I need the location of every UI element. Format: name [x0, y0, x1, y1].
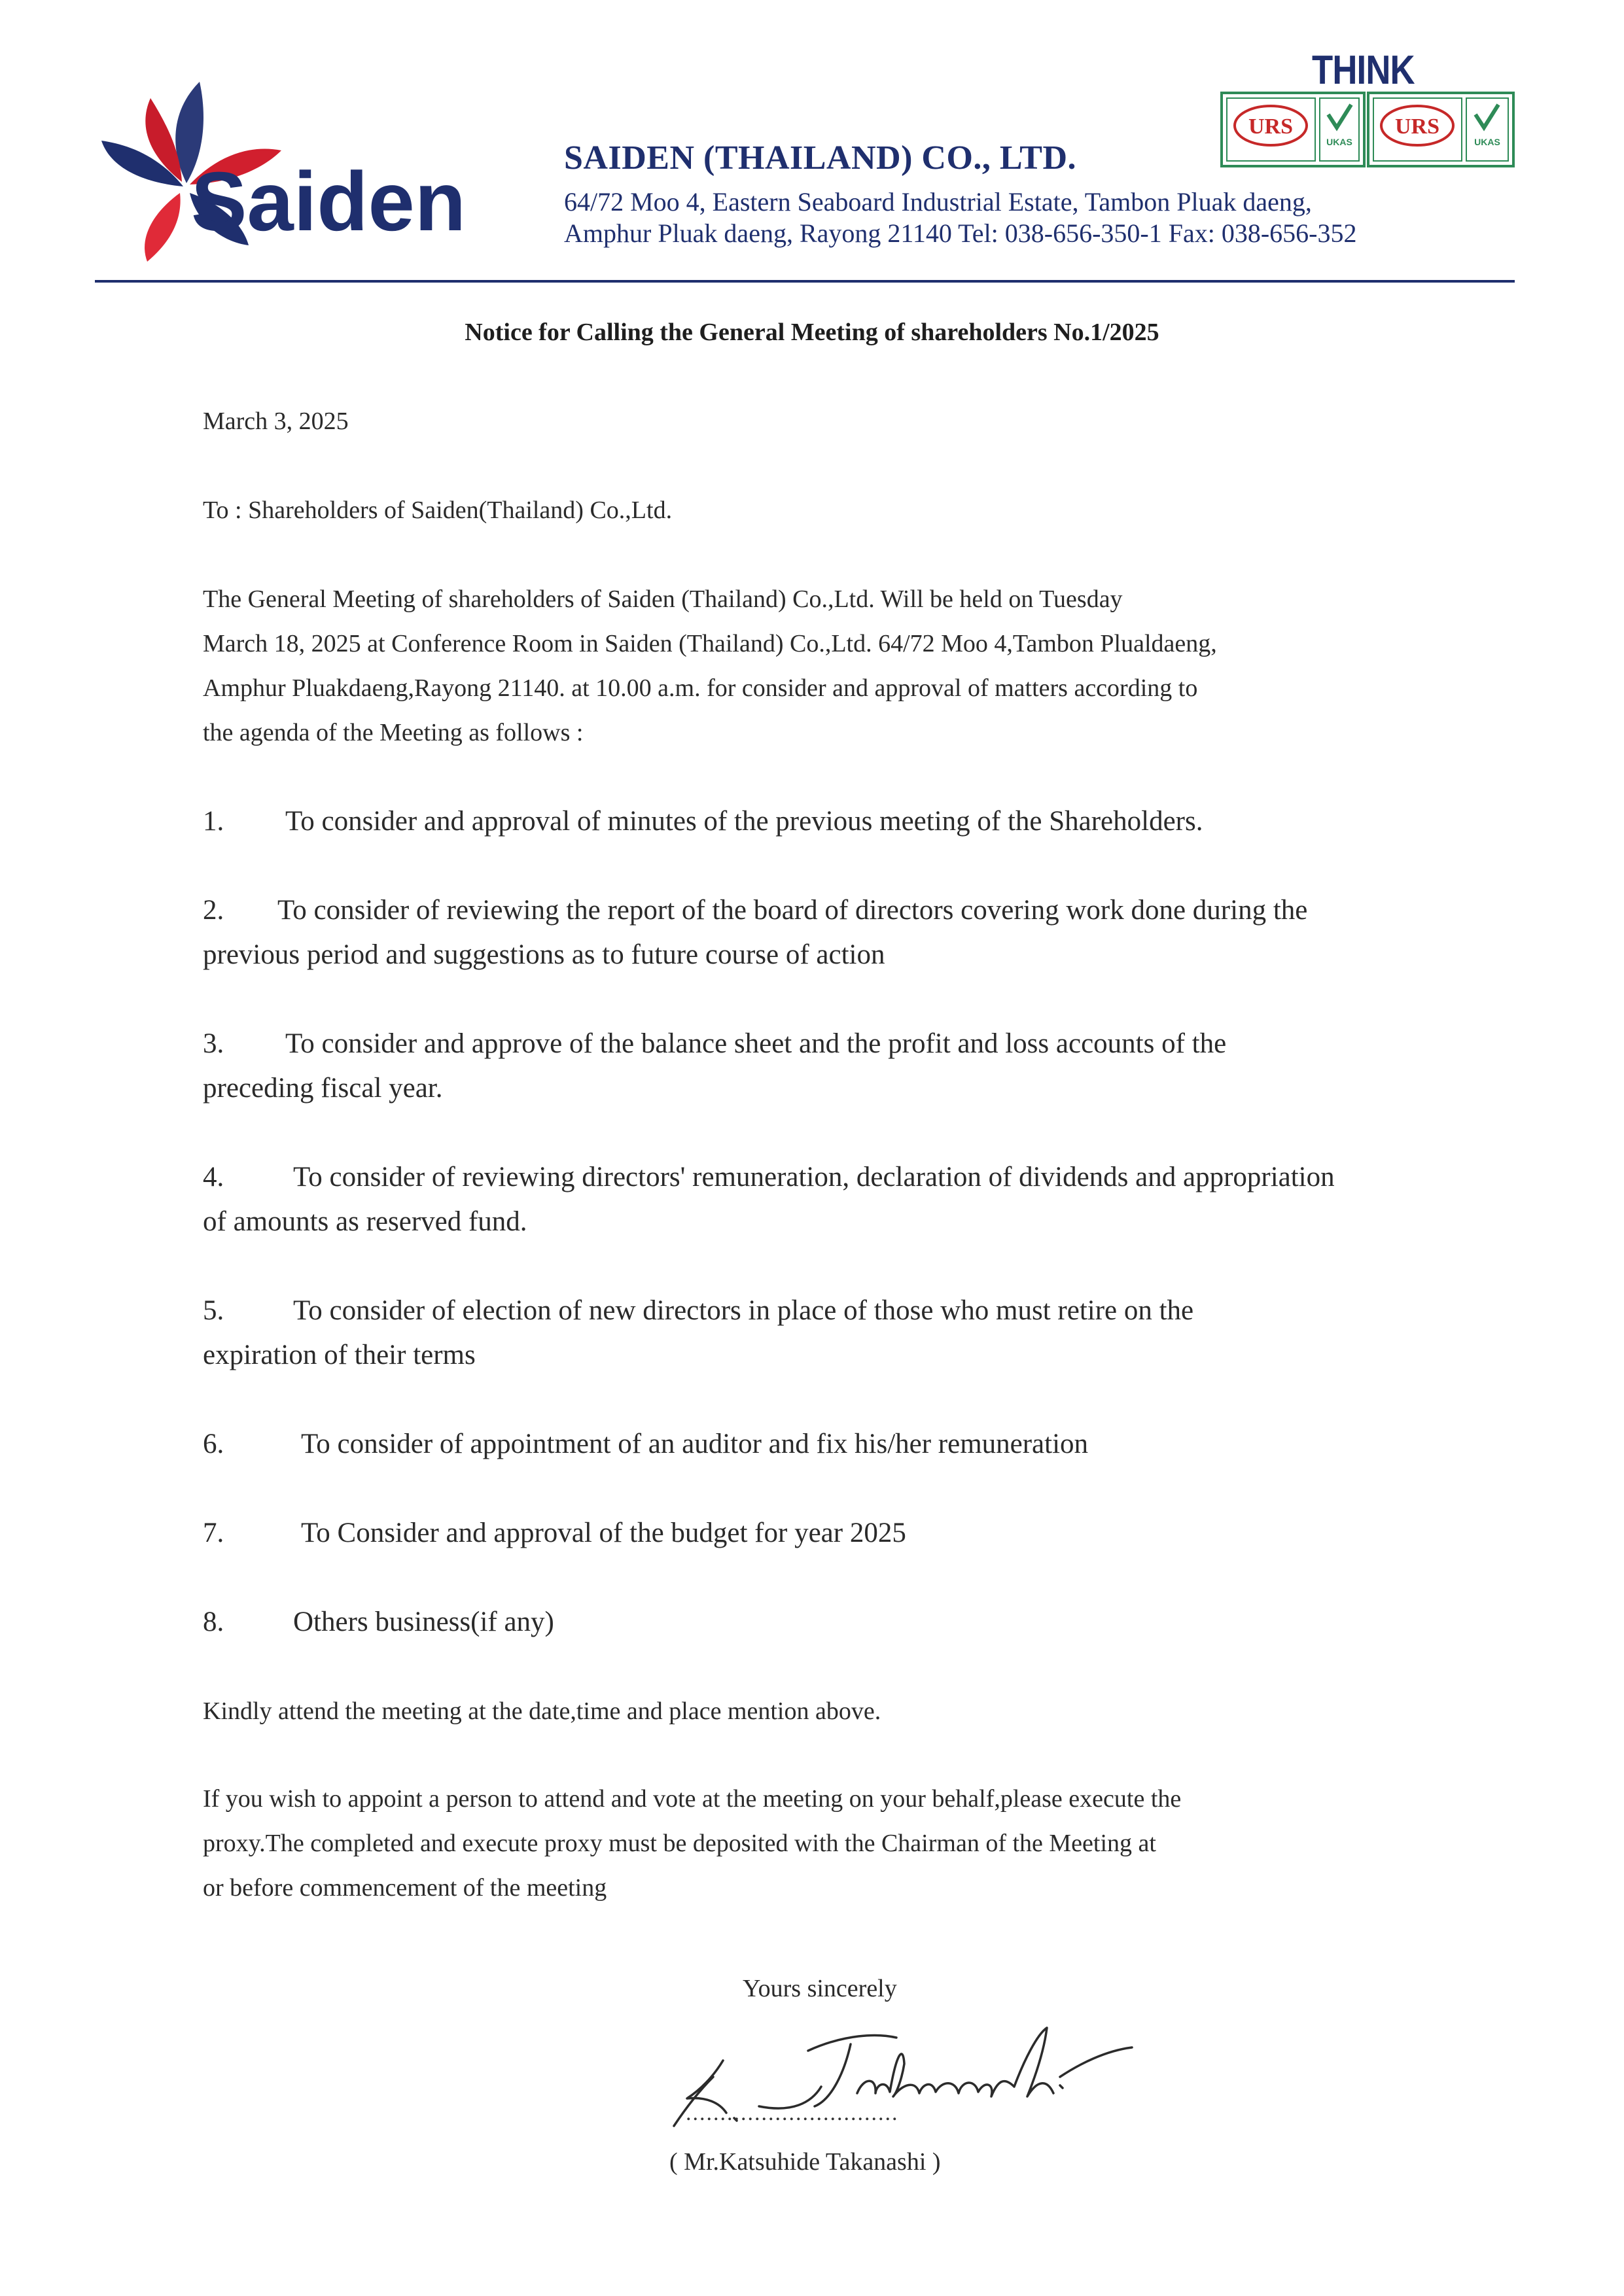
- agenda-text-continued: previous period and suggestions as to future course of action: [203, 939, 885, 970]
- agenda-number: 7.: [203, 1518, 224, 1548]
- agenda-item-2: [203, 888, 1307, 977]
- agenda-text: To consider of election of new directors in place of those who must retire on the: [293, 1295, 1194, 1326]
- agenda-number: 5.: [203, 1295, 224, 1326]
- agenda-number: 3.: [203, 1028, 224, 1059]
- think-label: THINK: [1312, 48, 1415, 93]
- agenda-text: To Consider and approval of the budget for year 2025: [301, 1518, 906, 1548]
- agenda-text-continued: preceding fiscal year.: [203, 1073, 443, 1104]
- ukas-check-icon-2: [1475, 105, 1498, 128]
- logo-wordmark: Saiden: [191, 155, 466, 249]
- agenda-text: To consider and approval of minutes of the previous meeting of the Shareholders.: [285, 806, 1203, 837]
- intro-line: March 18, 2025 at Conference Room in Saiden (Thailand) Co.,Ltd. 64/72 Moo 4,Tambon Plualdaeng,: [203, 630, 1217, 657]
- urs-label-2: URS: [1394, 114, 1440, 139]
- letterhead-divider: [95, 280, 1515, 283]
- agenda-item-3: [203, 1022, 1226, 1111]
- intro-line: The General Meeting of shareholders of Saiden (Thailand) Co.,Ltd. Will be held on Tuesday: [203, 585, 1123, 613]
- agenda-text: To consider of appointment of an auditor and fix his/her remuneration: [301, 1429, 1089, 1459]
- intro-line: Amphur Pluakdaeng,Rayong 21140. at 10.00 a.m. for consider and approval of matters according to: [203, 674, 1198, 702]
- agenda-text: To consider of reviewing directors' remuneration, declaration of dividends and appropriation: [293, 1162, 1335, 1192]
- notice-title: Notice for Calling the General Meeting of shareholders No.1/2025: [465, 319, 1159, 346]
- agenda-text-continued: expiration of their terms: [203, 1340, 476, 1370]
- company-address-line-1: 64/72 Moo 4, Eastern Seaboard Industrial Estate, Tambon Pluak daeng,: [564, 187, 1312, 217]
- agenda-item-6: [203, 1422, 1088, 1467]
- certification-badges: [1220, 92, 1515, 170]
- agenda-item-7: [203, 1511, 906, 1556]
- ukas-check-icon-1: [1328, 105, 1351, 128]
- notice-addressee: To : Shareholders of Saiden(Thailand) Co.,Ltd.: [203, 496, 673, 524]
- intro-paragraph: [203, 577, 1217, 755]
- logo-petal-red-left: [145, 193, 181, 262]
- agenda-item-8: [203, 1600, 554, 1644]
- notice-date: March 3, 2025: [203, 408, 349, 435]
- agenda-text: To consider of reviewing the report of the board of directors covering work done during the: [277, 895, 1308, 926]
- agenda-number: 2.: [203, 895, 224, 926]
- agenda-item-4: [203, 1155, 1335, 1244]
- agenda-text: To consider and approve of the balance sheet and the profit and loss accounts of the: [285, 1028, 1227, 1059]
- agenda-number: 6.: [203, 1429, 224, 1459]
- saiden-logo: [85, 72, 478, 275]
- company-name: SAIDEN (THAILAND) CO., LTD.: [564, 139, 1077, 177]
- ukas-label-2: UKAS: [1474, 137, 1500, 147]
- proxy-line: proxy.The completed and execute proxy must be deposited with the Chairman of the Meeting at: [203, 1830, 1156, 1857]
- agenda-number: 1.: [203, 806, 224, 837]
- attend-line: Kindly attend the meeting at the date,time and place mention above.: [203, 1697, 881, 1725]
- closing-sincerely: Yours sincerely: [743, 1975, 897, 2002]
- company-address-line-2: Amphur Pluak daeng, Rayong 21140 Tel: 038-656-350-1 Fax: 038-656-352: [564, 218, 1357, 248]
- agenda-text-continued: of amounts as reserved fund.: [203, 1206, 527, 1237]
- agenda-number: 4.: [203, 1162, 224, 1192]
- agenda-text: Others business(if any): [293, 1607, 554, 1637]
- agenda-number: 8.: [203, 1607, 224, 1637]
- signer-name: ( Mr.Katsuhide Takanashi ): [669, 2148, 941, 2176]
- ukas-label-1: UKAS: [1326, 137, 1352, 147]
- agenda-item-1: [203, 799, 1203, 844]
- proxy-line: If you wish to appoint a person to attend and vote at the meeting on your behalf,please execute the: [203, 1785, 1182, 1813]
- signature-dotted-line: ...............................: [686, 2101, 899, 2125]
- proxy-paragraph: [203, 1777, 1181, 1910]
- proxy-line: or before commencement of the meeting: [203, 1874, 607, 1902]
- urs-label-1: URS: [1248, 114, 1294, 139]
- intro-line: the agenda of the Meeting as follows :: [203, 719, 584, 746]
- agenda-item-5: [203, 1289, 1193, 1378]
